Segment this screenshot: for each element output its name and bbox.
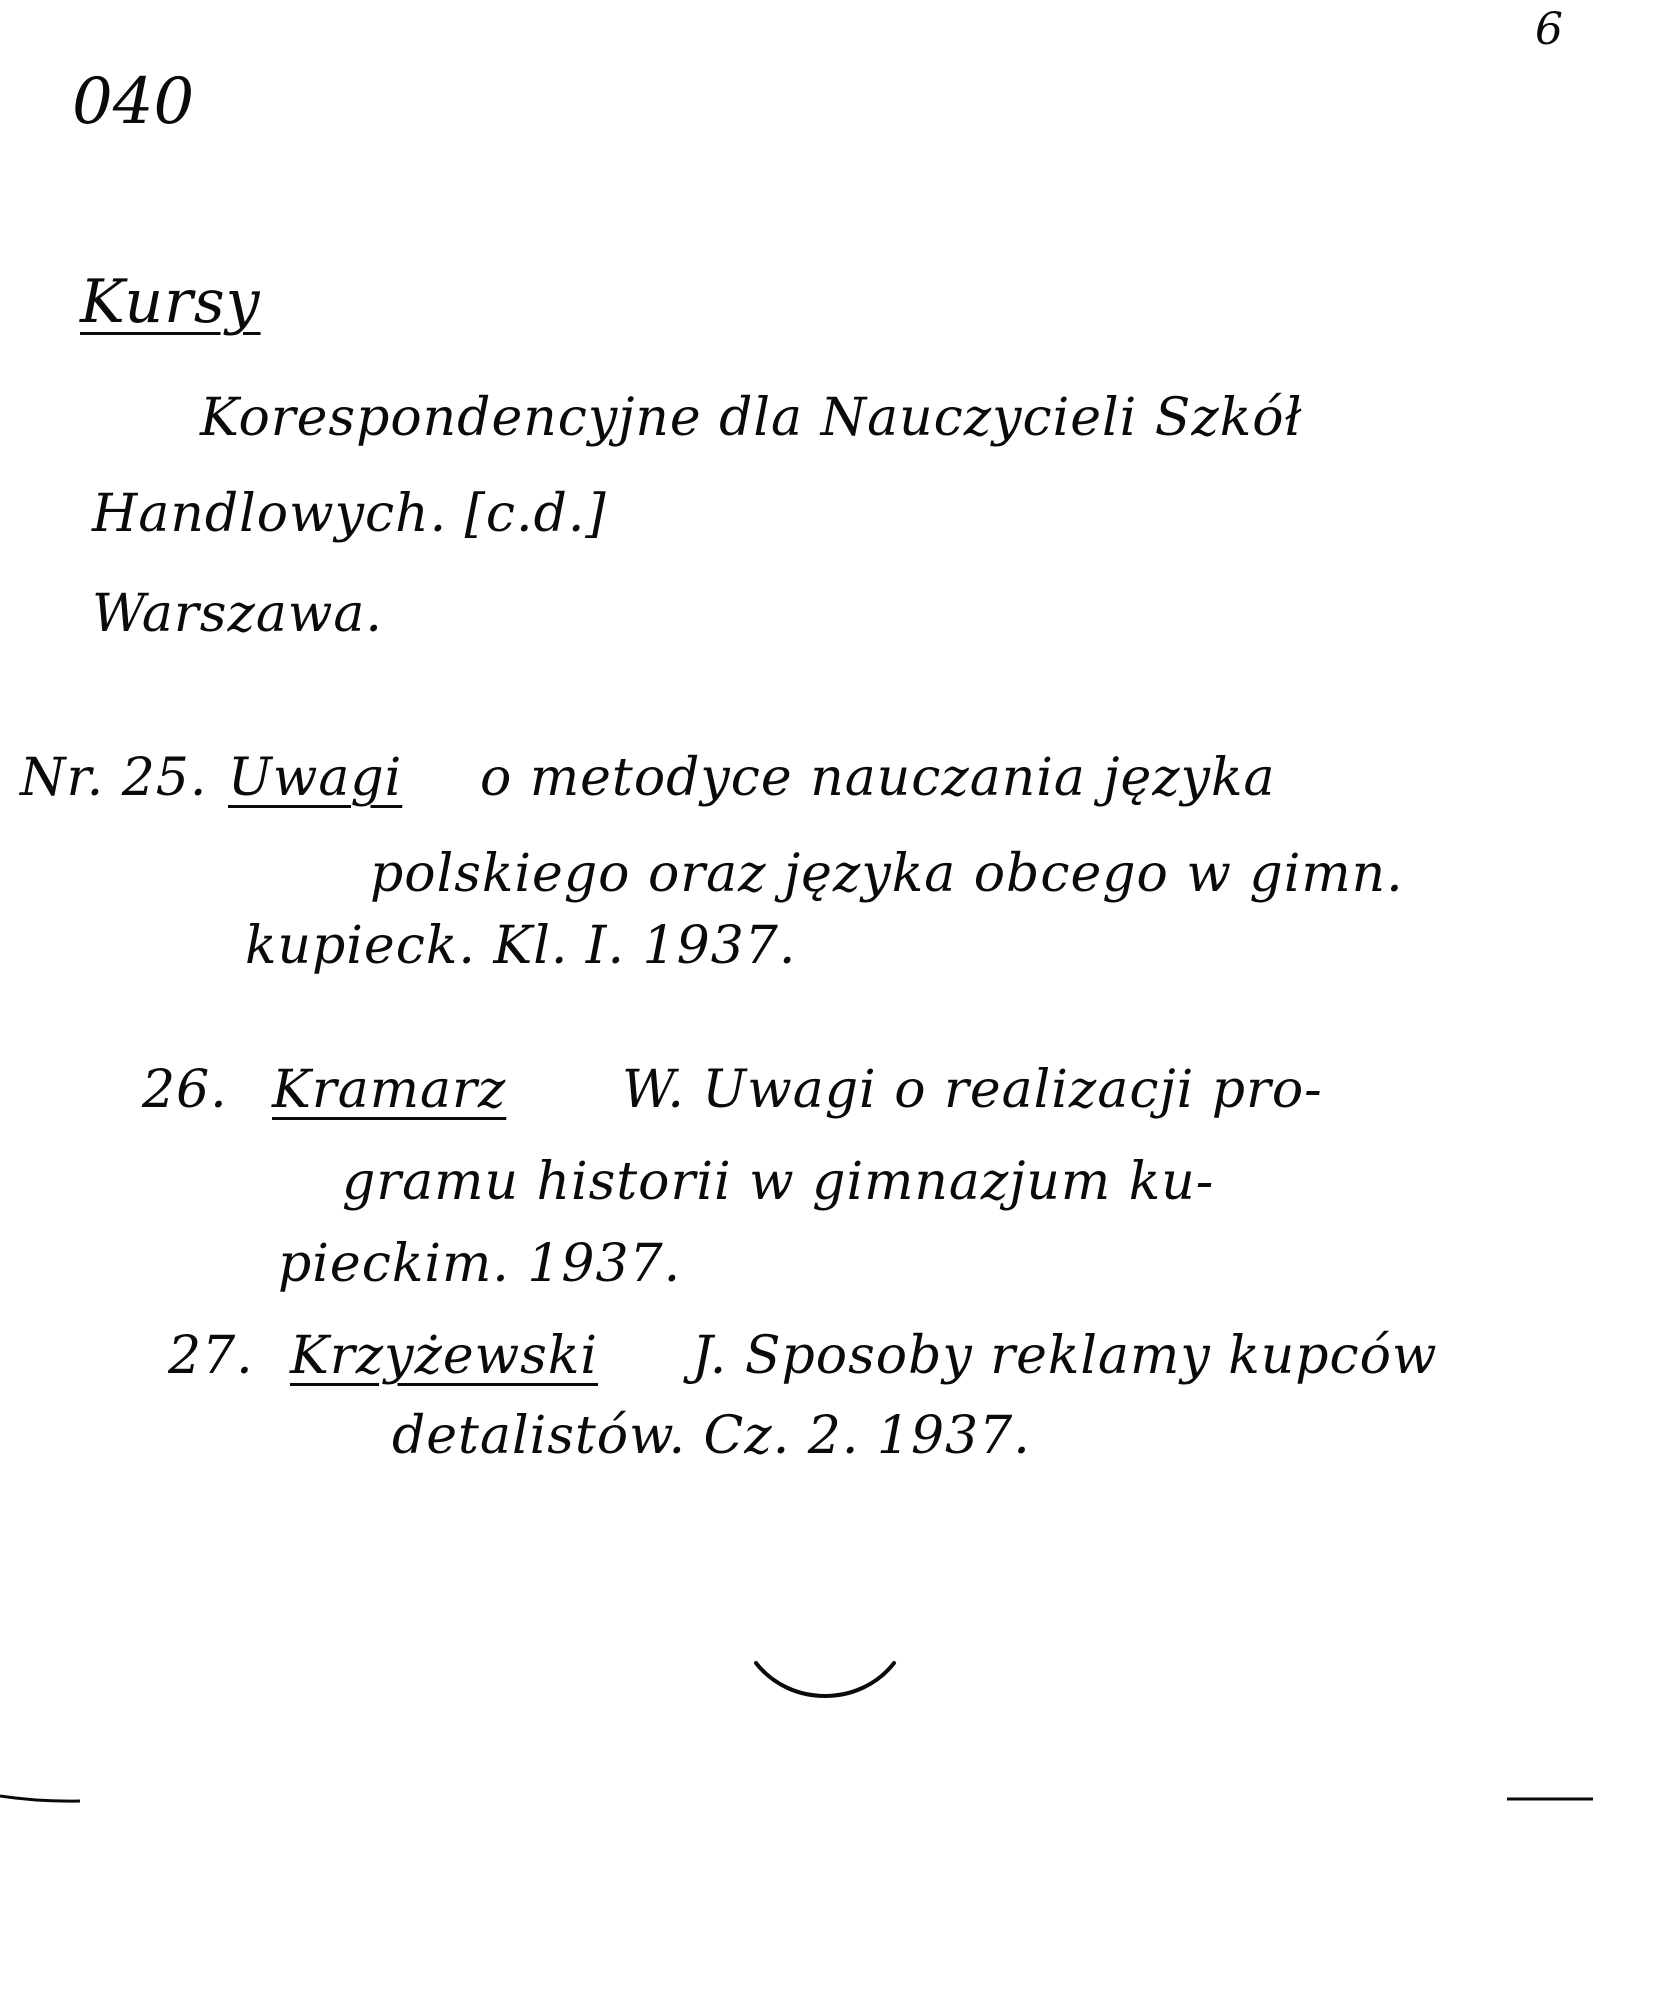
entry-text-line: detalistów. Cz. 2. 1937. <box>392 1406 1031 1466</box>
entry-text-line: J. Sposoby reklamy kupców <box>692 1326 1438 1386</box>
entry-author: Krzyżewski <box>290 1326 598 1386</box>
heading-line-2: Handlowych. [c.d.] <box>92 484 607 544</box>
right-edge-tick <box>1505 1794 1595 1804</box>
entry-number: 26. <box>142 1060 228 1120</box>
entry-text-line: W. Uwagi o realizacji pro- <box>622 1060 1323 1120</box>
entry-text-line: pieckim. 1937. <box>278 1234 682 1294</box>
heading-title: Kursy <box>80 267 261 337</box>
page-number: 6 <box>1535 4 1563 55</box>
entry-number: Nr. 25. <box>20 748 208 808</box>
entry-number: 27. <box>168 1326 254 1386</box>
entry-author: Kramarz <box>272 1060 507 1120</box>
end-curve-mark <box>750 1655 900 1715</box>
heading-place: Warszawa. <box>92 584 383 644</box>
entry-text-line: polskiego oraz języka obcego w gimn. <box>370 844 1404 904</box>
entry-text-line: kupieck. Kl. I. 1937. <box>245 916 797 976</box>
entry-text-line: gramu historii w gimnazjum ku- <box>342 1152 1215 1212</box>
left-edge-tick <box>0 1792 90 1806</box>
call-number: 040 <box>72 65 195 139</box>
entry-text-line: o metodyce nauczania języka <box>480 748 1276 808</box>
entry-author: Uwagi <box>228 748 403 808</box>
heading-line-1: Korespondencyjne dla Nauczycieli Szkół <box>200 388 1303 448</box>
